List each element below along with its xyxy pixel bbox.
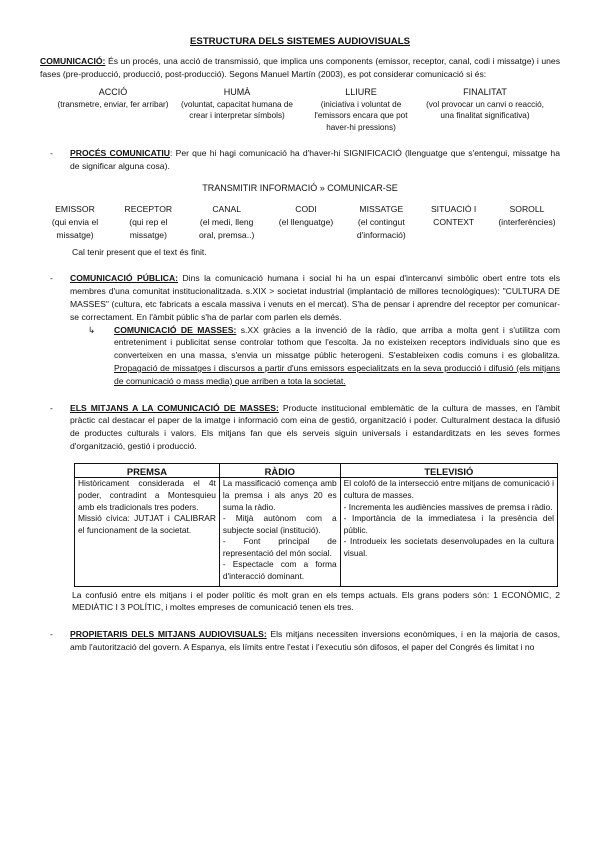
comunicacio-paragraph xyxy=(40,55,560,81)
mitjans-text: Producte institucional emblemàtic de la cultura de masses, en l'àmbit pràctic cal destacar el paper de la imatge i informació com eina de gestió, organització i poder. Culturalment destaca la difusió de productes culturals i valors. Els mitjans fan que els serveis siguin universals i estandarditzats en les seves formes d'organització, gestió i producció. xyxy=(70,402,560,451)
component-head: CANAL xyxy=(212,204,241,215)
cell-line: - Font principal de representació del món social. xyxy=(222,536,337,558)
cell-radio xyxy=(219,478,340,586)
cell-line: Missió cívica: JUTJAT i CALIBRAR el funcionament de la societat. xyxy=(78,513,216,535)
cell-line: - Espectacle com a forma d'interacció dominant. xyxy=(222,559,337,582)
criterion-finalitat xyxy=(426,86,544,132)
mitjans-bullet xyxy=(40,402,560,453)
cell-line: - Introdueix les societats desenvolupades en la cultura visual. xyxy=(343,536,554,558)
bullet-dash: - xyxy=(50,147,53,158)
proces-bullet xyxy=(40,147,560,173)
propietaris-label: PROPIETARIS DELS MITJANS AUDIOVISUALS: xyxy=(70,629,267,640)
component-desc: (el llenguatge) xyxy=(278,216,334,227)
proces-text: : Per que hi hagi comunicació ha d'haver-hi SIGNIFICACIÓ (llenguatge que s'entengui, missatge ha de significar alguna cosa). xyxy=(70,147,560,171)
header-radio: RÀDIO xyxy=(219,463,340,478)
criteria-row xyxy=(54,86,544,132)
mitjans-label: ELS MITJANS A LA COMUNICACIÓ DE MASSES: xyxy=(70,402,279,413)
page-title: ESTRUCTURA DELS SISTEMES AUDIOVISUALS xyxy=(190,36,410,47)
component-head: MISSATGE xyxy=(359,204,404,215)
component-desc: (qui rep el missatge) xyxy=(129,216,168,240)
publica-label: COMUNICACIÓ PÚBLICA: xyxy=(70,273,179,284)
component-head: RECEPTOR xyxy=(124,204,173,215)
header-televisio: TELEVISIÓ xyxy=(340,463,557,478)
cell-line: La massificació comença amb la premsa i als anys 20 es suma la ràdio. xyxy=(222,478,337,512)
criterion-head: FINALITAT xyxy=(463,87,507,98)
table-row xyxy=(75,478,558,586)
criterion-head: ACCIÓ xyxy=(98,87,128,98)
propietaris-bullet xyxy=(40,628,560,654)
table-header-row xyxy=(75,463,558,478)
masses-underlined: Propagació de missatges i discursos a partir d'uns emissors especialitzats en la seva producció i difusió (els mitjans de comunicació o mass media) que arriben a tota la societat. xyxy=(114,362,560,386)
component-situacio xyxy=(425,203,483,241)
criterion-desc: (iniciativa i voluntat de l'emissors encara que pot haver-hi pressions) xyxy=(314,100,408,132)
component-head: EMISSOR xyxy=(55,204,95,215)
criterion-accio xyxy=(54,86,172,132)
criterion-head: LLIURE xyxy=(345,87,377,98)
masses-label: COMUNICACIÓ DE MASSES: xyxy=(114,324,237,335)
component-desc: (interferències) xyxy=(498,216,556,227)
cell-line: Històricament considerada el 4t poder, contradint a Montesquieu amb els tradicionals tres poders. xyxy=(78,478,216,512)
component-soroll xyxy=(494,203,560,241)
cell-televisio xyxy=(340,478,557,586)
comunicacio-label: COMUNICACIÓ: xyxy=(40,55,106,66)
media-table xyxy=(74,463,558,587)
criterion-huma xyxy=(178,86,296,132)
component-head: SITUACIÓ I CONTEXT xyxy=(430,204,477,227)
component-codi xyxy=(274,203,338,241)
proces-label: PROCÉS COMUNICATIU xyxy=(70,147,170,158)
publica-bullet xyxy=(40,272,560,323)
cell-line: - Importància de la immediatesa i la presència del públic. xyxy=(343,513,554,535)
confusio-note: La confusió entre els mitjans i el poder polític és molt gran en els temps actuals. Els grans poders són: 1 ECONÒMIC, 2 MEDIÀTIC I 3 POLÍTIC, i moltes empreses de comunicació tenen els tres. xyxy=(72,589,560,613)
criterion-lliure xyxy=(302,86,420,132)
component-desc: (el contingut d'informació) xyxy=(356,216,406,240)
cell-line: - Incrementa les audiències massives de premsa i ràdio. xyxy=(343,501,553,512)
bullet-dash: - xyxy=(50,402,53,413)
bullet-dash: - xyxy=(50,629,53,640)
criterion-desc: (vol provocar un canvi o reacció, una finalitat significativa) xyxy=(426,100,544,121)
components-row xyxy=(44,203,560,241)
component-head: SOROLL xyxy=(509,204,545,215)
masses-subbullet xyxy=(78,324,560,388)
component-receptor xyxy=(117,203,179,241)
context-note: Cal tenir present que el text és finit. xyxy=(72,246,207,257)
arrow-icon: ↳ xyxy=(88,324,96,335)
criterion-head: HUMÀ xyxy=(223,87,251,98)
cell-line: El colofó de la intersecció entre mitjans de comunicació i cultura de masses. xyxy=(343,478,554,500)
criterion-desc: (transmetre, enviar, fer arribar) xyxy=(57,100,169,110)
component-desc: (qui envia el missatge) xyxy=(51,216,99,240)
cell-premsa xyxy=(75,478,220,586)
bullet-dash: - xyxy=(50,273,53,284)
header-premsa: PREMSA xyxy=(75,463,220,478)
criterion-desc: (voluntat, capacitat humana de crear i interpretar símbols) xyxy=(181,100,293,121)
component-missatge xyxy=(349,203,413,241)
component-head: CODI xyxy=(295,204,317,215)
document-page xyxy=(40,36,560,654)
masses-text: s.XX gràcies a la invenció de la ràdio, que arriba a molta gent i s'utilitza com entreteniment i publicitat sense controlar tothom que l'escolta. Ja no existeixen receptors individuals sino que es converteixen en una massa, s'envia un missatge públic heterogeni. S'estableixen codis comuns i es globalitza. xyxy=(114,324,560,361)
publica-text: Dins la comunicació humana i social hi ha un espai d'intercanvi simbòlic obert entre tots els membres d'una comunitat institucionalitzada. s.XIX > societat industrial (implantació de millores tecnològiques): "CULTURA DE MASSES" (cultura, etc fabricats a escala massiva i venuts en el mercat). S'ha de pensar i aprendre del receptor per comunicar-se correctament. En l'àmbit públic s'ha de parlar com parlen els demés. xyxy=(70,273,561,322)
cell-line: - Mitjà autònom com a subjecte social (institució). xyxy=(222,513,337,535)
comunicacio-text: És un procés, una acció de transmissió, que implica uns components (emissor, receptor, canal, codi i missatge) i unes fases (pre-producció, producció, post-producció). Segons Manuel Martín (2003), es pot considerar comunicació si és: xyxy=(40,55,560,79)
component-desc: (el medi, lleng oral, premsa..) xyxy=(198,216,255,240)
transmetre-line: TRANSMITIR INFORMACIÓ » COMUNICAR-SE xyxy=(202,183,398,194)
propietaris-text: Els mitjans necessiten inversions econòmiques, i en la majoria de casos, amb l'autorització del govern. A Espanya, els límits entre l'estat i l'executiu són difosos, el paper del Congrés és limitat i no xyxy=(70,629,560,653)
component-canal xyxy=(191,203,263,241)
component-emissor xyxy=(44,203,106,241)
